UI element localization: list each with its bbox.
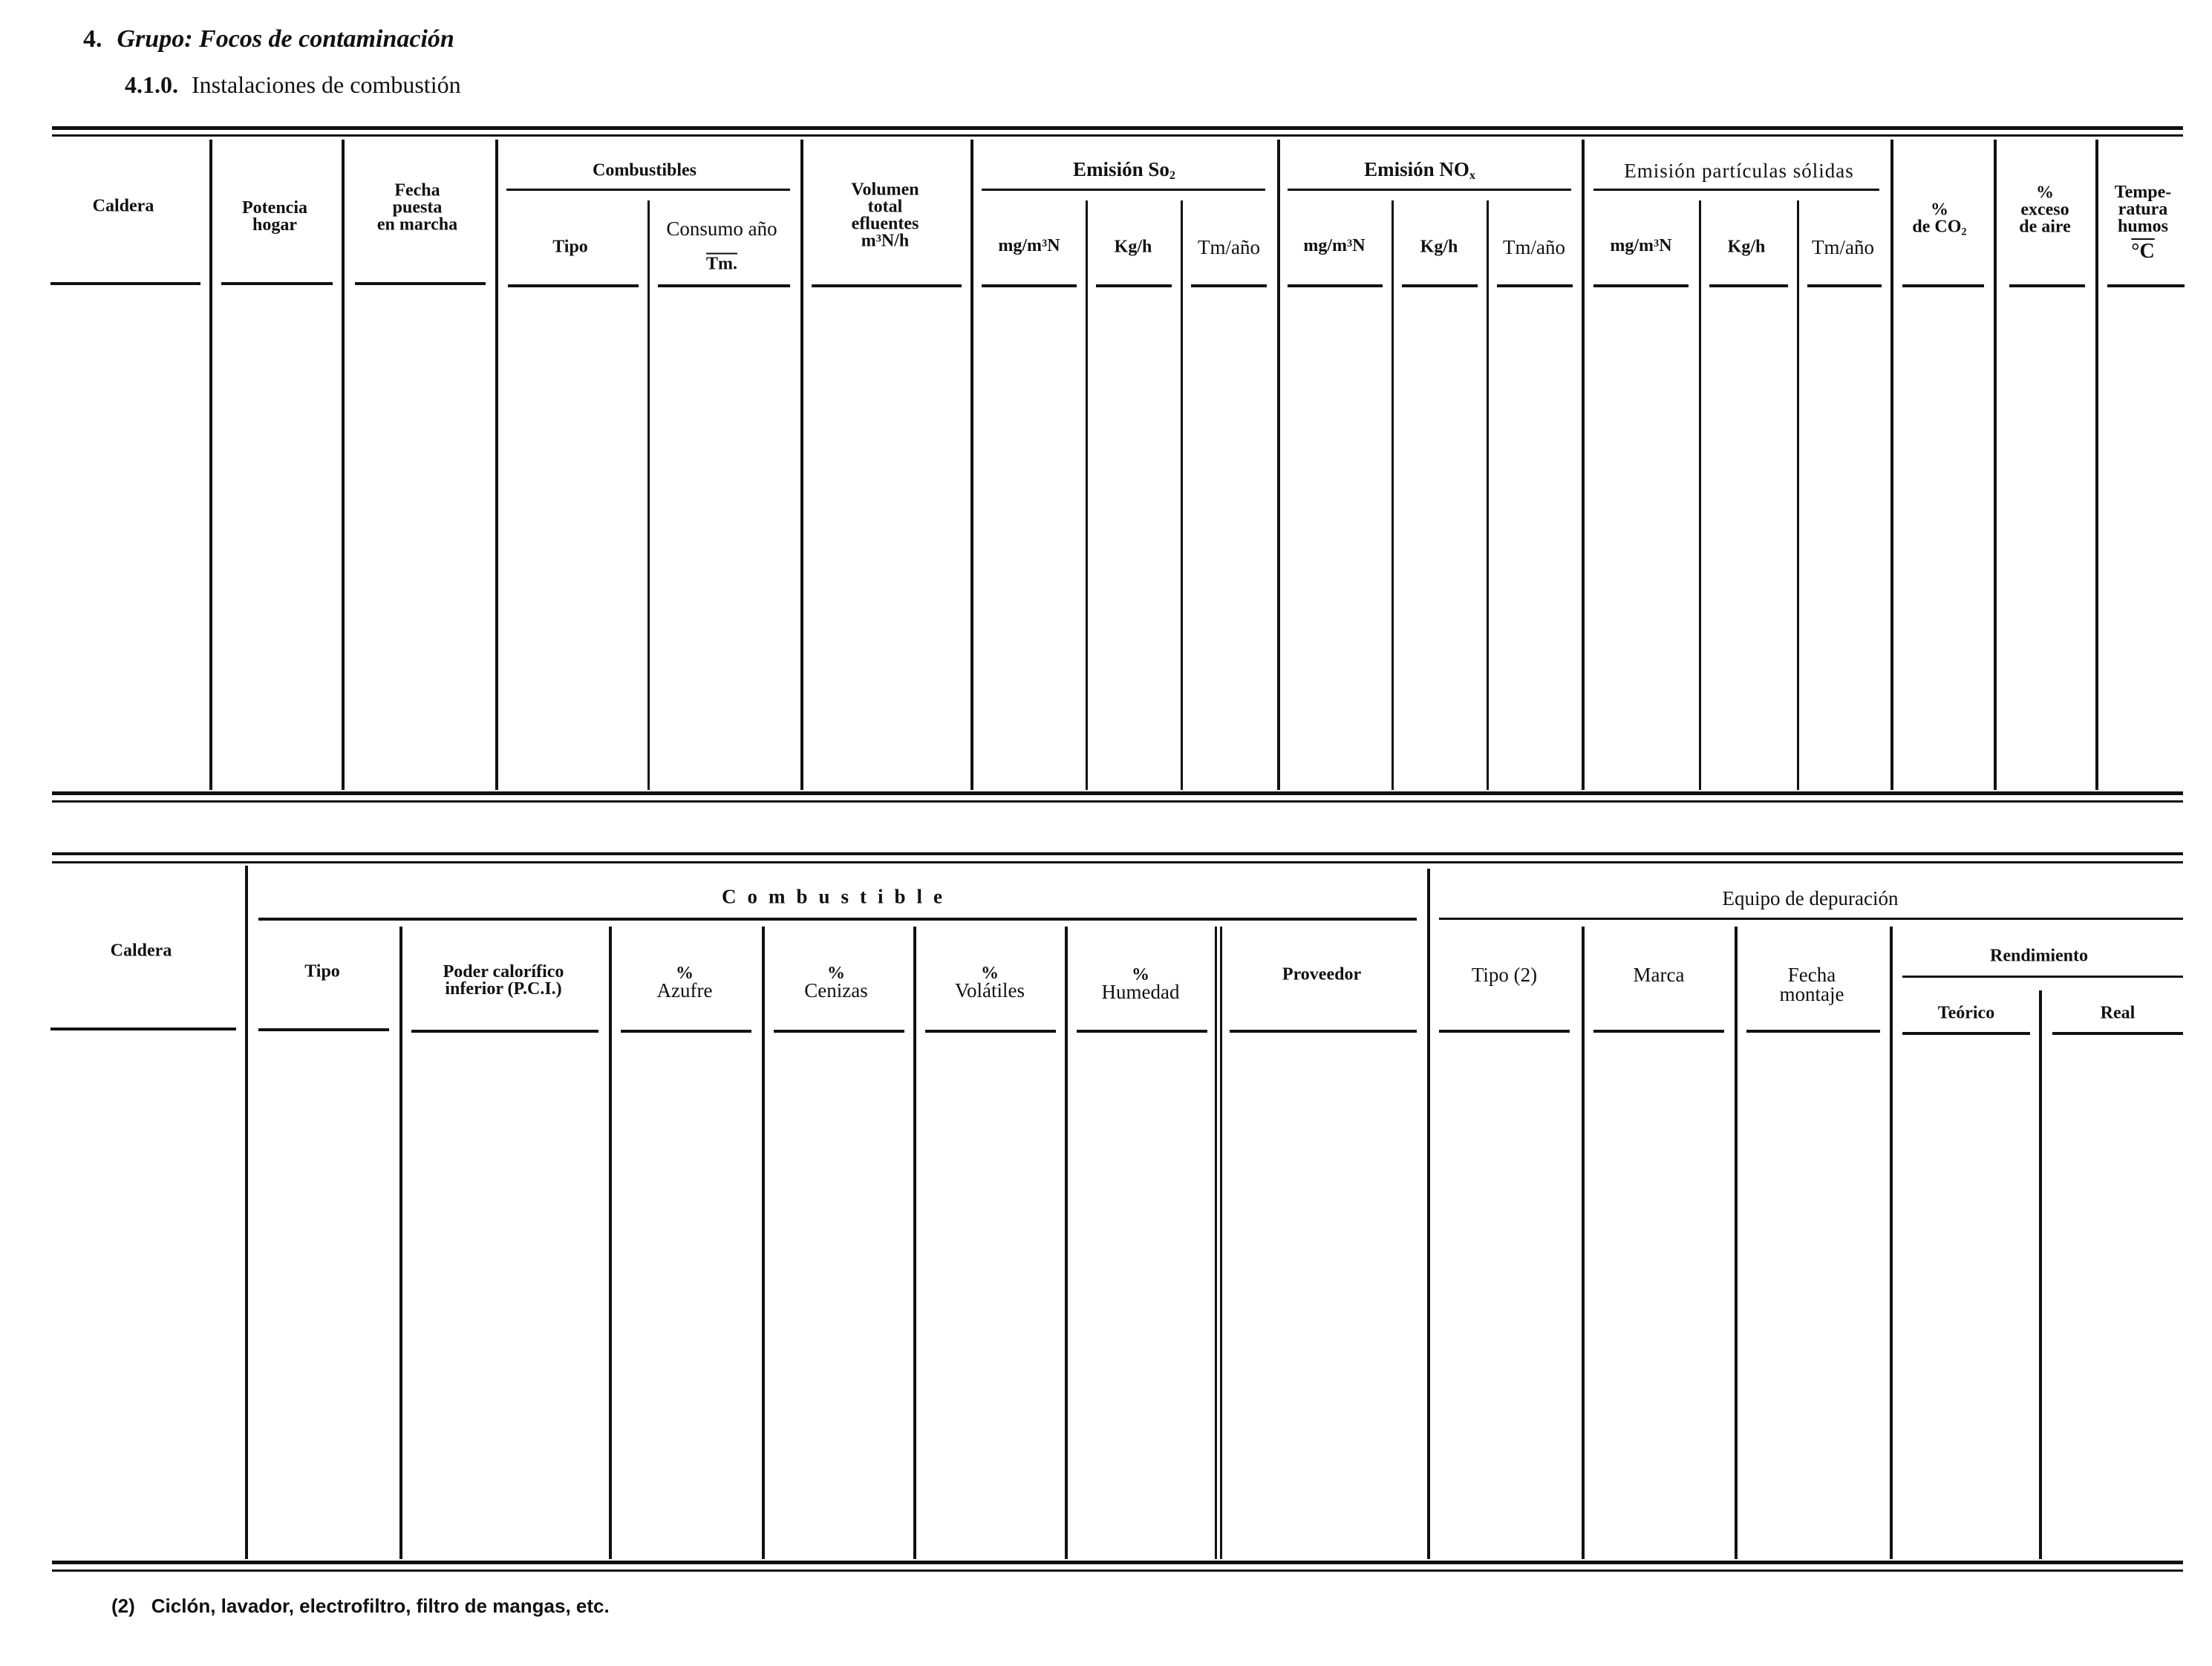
t2-tipo2-header: Tipo (2) [1471,964,1538,986]
t1-so2-mgm3n [998,238,1060,257]
t2-vline [913,927,916,1559]
t2-fecha-line2: montaje [1779,983,1844,1005]
t1-so2-sub: 2 [1169,169,1175,183]
t2-fecha-line1: Fecha [1787,964,1836,986]
t1-col-rule [1191,284,1267,287]
t2-caldera-header: Caldera [110,941,172,961]
t2-col-rule [258,1028,389,1031]
t1-volumen-line3: efluentes [851,214,919,234]
t1-potencia-header [242,200,307,234]
t1-nox-mgm3n-c: N [1352,236,1366,255]
t2-real-header: Real [2100,1003,2136,1023]
t2-teorico-header: Teórico [1937,1003,1995,1023]
t1-volumen-line1: Volumen [851,180,919,200]
t1-potencia-line1: Potencia [242,198,307,218]
t1-col-rule [2009,284,2085,287]
t2-fecha-header [1780,965,1844,1004]
t2-azufre-header [657,965,713,1001]
t2-volatiles-pct: % [981,964,999,983]
t1-nox-group [1364,160,1475,182]
t1-nox-mgm3n-a: mg/m [1303,236,1348,255]
t1-volumen-header [851,182,919,252]
t1-volumen-unit-m: m [861,231,876,251]
t1-group-rule [982,189,1265,191]
t2-vline [609,927,612,1559]
t1-co2-line2 [1912,218,1966,237]
t1-exceso-line1: % [2035,183,2054,203]
t2-top-rule-b [52,861,2183,863]
t1-nox-label: Emisión NO [1364,158,1469,180]
t2-tipo-header: Tipo [304,961,340,981]
t2-proveedor-header: Proveedor [1282,964,1362,984]
t1-col-rule [1096,284,1172,287]
t2-pci-line2: inferior (P.C.I.) [445,979,562,999]
t2-humedad-header [1102,967,1180,1002]
t1-bottom-rule-a [52,791,2183,795]
t2-volatiles-label: Volátiles [955,979,1025,1002]
t1-temp-line2: ratura [2118,200,2168,219]
t2-vline [1065,927,1068,1559]
t2-pci-line1: Poder calorífico [443,962,564,981]
t2-volatiles-header [955,965,1025,1001]
t2-combustible-group: Combustible [721,885,954,908]
t1-col-rule [1402,284,1478,287]
t1-vline [800,140,803,790]
t1-top-rule-b [52,134,2183,137]
t1-part-tmano: Tm/año [1812,236,1874,258]
t2-cenizas-pct: % [826,964,845,983]
t1-nox-tmano: Tm/año [1503,236,1565,258]
t1-col-rule [1288,284,1383,287]
t2-group-rule [258,918,1417,921]
t2-marca-header: Marca [1633,964,1685,986]
t1-vline [1277,140,1280,790]
t1-bottom-rule-b [52,800,2183,803]
t1-so2-label: Emisión So [1073,158,1169,180]
footnote [111,1595,610,1618]
t2-rendimiento-group: Rendimiento [1990,946,2088,966]
t2-pci-header [443,964,564,998]
t2-group-rule [1902,976,2183,978]
t1-particulas-group: Emisión partículas sólidas [1624,160,1854,182]
subsection-number: 4.1.0. [125,71,178,98]
t2-col-rule [1902,1032,2030,1035]
t1-vline [647,200,650,790]
t1-so2-mgm3n-c: N [1047,236,1060,255]
t1-col-rule [1593,284,1689,287]
t1-nox-sub: x [1469,169,1475,183]
section-heading [83,25,454,53]
t1-vline [1797,200,1799,790]
t1-part-mgm3n-b: 3 [1654,237,1660,249]
t2-top-rule-a [52,852,2183,855]
t1-col-rule [1709,284,1788,287]
t1-part-mgm3n-c: N [1659,236,1672,255]
footnote-text: Ciclón, lavador, electrofiltro, filtro de mangas, etc. [151,1595,610,1617]
t1-col-rule [355,282,486,285]
t2-vline [762,927,765,1559]
t1-vline [1392,200,1394,790]
subsection-heading [125,71,461,99]
t1-col-rule [508,284,639,287]
t2-vline [399,927,402,1559]
t1-part-mgm3n-a: mg/m [1610,236,1654,255]
t1-temp-line1: Tempe- [2114,183,2172,202]
t2-vline [1427,869,1430,1559]
t1-nox-kgh: Kg/h [1420,237,1458,257]
t1-potencia-line2: hogar [252,215,297,235]
t1-group-rule [1288,189,1571,191]
t1-group-rule [1593,189,1879,191]
t1-fecha-header [376,180,458,235]
t1-so2-mgm3n-b: 3 [1042,237,1048,249]
t1-col-rule [1807,284,1882,287]
t1-so2-kgh: Kg/h [1114,237,1152,257]
t2-humedad-pct: % [1132,965,1149,984]
t1-fecha-line2: puesta [392,197,443,218]
t1-vline [1699,200,1701,790]
t1-so2-group [1073,160,1175,182]
section-title: Grupo: Focos de contaminación [117,25,454,53]
t1-top-rule-a [52,126,2183,130]
t2-vline [245,866,248,1559]
t2-group-rule [1439,918,2183,920]
t1-co2-label: de CO [1912,217,1962,237]
t1-vline [1086,200,1088,790]
t1-temp-unit: °C [2131,240,2155,263]
t2-cenizas-label: Cenizas [804,979,868,1002]
t1-temp-line3: humos [2117,217,2169,236]
t1-so2-tmano: Tm/año [1198,236,1260,258]
t1-nox-mgm3n [1303,238,1365,257]
t2-vline [1220,927,1222,1559]
t1-volumen-unit-exp: 3 [875,232,881,245]
t1-col-rule [2107,284,2185,287]
t2-bottom-rule-a [52,1561,2183,1564]
t1-col-rule [221,282,333,285]
t2-col-rule [925,1030,1056,1033]
t1-tipo-header: Tipo [552,237,588,257]
t1-group-rule [506,189,790,191]
t1-part-mgm3n [1610,238,1671,257]
t2-col-rule [1593,1030,1724,1033]
subsection-title: Instalaciones de combustión [192,71,461,98]
t1-nox-mgm3n-b: 3 [1347,237,1353,249]
t2-azufre-pct: % [675,964,694,983]
t1-volumen-line2: total [867,197,903,217]
t1-vline [342,140,345,790]
t1-col-rule [812,284,962,287]
t1-vline [1487,200,1489,790]
t2-vline [1215,927,1217,1559]
t1-exceso-header [2019,185,2071,236]
footnote-mark: (2) [111,1595,135,1617]
t1-co2-header [1912,202,1966,238]
t1-co2-sub: 2 [1961,226,1967,238]
section-number: 4. [83,25,102,53]
t1-vline [1181,200,1183,790]
t1-co2-line1: % [1930,200,1948,220]
t2-col-rule [1439,1030,1570,1033]
t2-col-rule [1230,1030,1417,1033]
t1-col-rule [1497,284,1573,287]
t1-col-rule [982,284,1077,287]
t1-col-rule [1902,284,1984,287]
t1-vline [495,140,498,790]
t1-col-rule [50,282,200,285]
t2-col-rule [50,1028,236,1030]
t1-so2-mgm3n-a: mg/m [998,236,1043,255]
t1-vline [2095,140,2098,790]
t1-temp-header [2115,184,2171,261]
t2-vline [1890,927,1893,1559]
t1-consumo-unit [706,256,737,273]
t1-col-rule [658,284,790,287]
t2-col-rule [621,1030,751,1033]
t1-volumen-unit-rest: N/h [881,231,910,251]
t1-caldera-header: Caldera [92,196,154,216]
t2-col-rule [774,1030,904,1033]
t1-consumo-header: Consumo año [666,218,777,240]
t1-combustibles-group: Combustibles [592,160,697,180]
t1-exceso-line3: de aire [2019,217,2071,237]
t2-col-rule [411,1030,598,1033]
t1-fecha-line1: Fecha [394,180,440,200]
t2-humedad-label: Humedad [1101,981,1180,1003]
t1-part-kgh: Kg/h [1727,237,1766,257]
t1-vline [1582,140,1585,790]
t2-bottom-rule-b [52,1569,2183,1572]
t2-col-rule [2052,1032,2183,1035]
t1-vline [209,140,212,790]
t1-exceso-line2: exceso [2020,200,2069,220]
t2-col-rule [1077,1030,1207,1033]
t2-vline [1735,927,1738,1559]
t1-fecha-line3: en marcha [376,215,458,235]
t2-vline [1582,927,1585,1559]
t1-consumo-unit-text: Tm. [706,254,737,274]
t2-cenizas-header [804,965,867,1001]
t2-azufre-label: Azufre [656,979,713,1002]
t2-vline [2039,990,2042,1559]
t1-vline [970,140,973,790]
t2-col-rule [1746,1030,1880,1033]
t1-volumen-line4 [861,232,910,251]
t2-equipo-group: Equipo de depuración [1722,887,1899,909]
t1-vline [1890,140,1893,790]
t1-vline [1994,140,1997,790]
